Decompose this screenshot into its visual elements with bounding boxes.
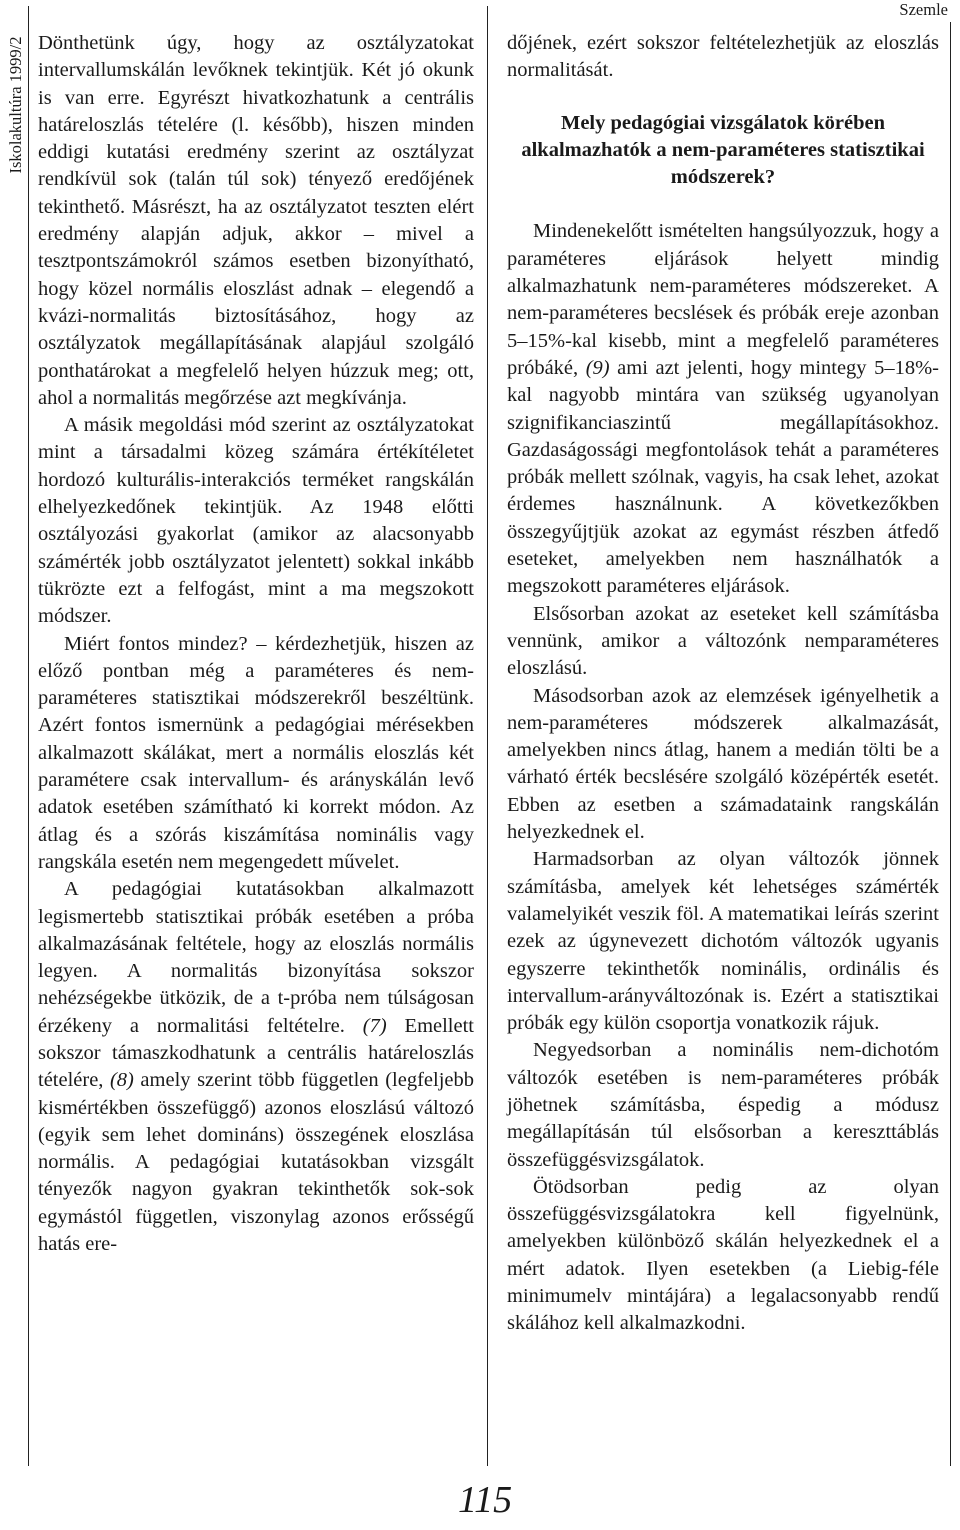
journal-side-label xyxy=(0,0,28,210)
page-number: 115 xyxy=(458,1479,513,1521)
section-heading: Mely pedagógiai vizsgálatok körében alkalmazhatók a nem-paraméteres statisztikai módszerek? xyxy=(521,111,925,189)
paragraph: Elsősorban azokat az eseteket kell számításba vennünk, amikor a változónk nemparaméteres eloszlású. xyxy=(507,602,939,680)
footnote-ref: (7) xyxy=(362,1014,387,1037)
text-run: Emellett sokszor támaszkodhatunk a centrális határeloszlás tételére, xyxy=(38,1014,474,1092)
text-run: ami azt jelenti, hogy mintegy 5–18%-kal nagyobb mintára van szükség ugyanolyan szignifikanciaszintű megállapításokhoz. Gazdaságossági megfontolások tehát a paraméteres próbák mellett szólnak, vagyis, ha csak lehet, azokat érdemes használnunk. A következőkben összegyűjtjük azokat az egymást részben átfedő eseteket, amelyekben nem használhatók a megszokott paraméteres eljárások. xyxy=(507,356,940,598)
section-label: Szemle xyxy=(899,0,948,19)
paragraph: Dönthetünk úgy, hogy az osztályzatokat intervallumskálán levőknek tekintjük. Két jó okunk is van erre. Egyrészt hivatkozhatunk a centrális határeloszlás tételére (l. később), hiszen minden eddigi kutatási eredmény szerint az osztályzat rendkívül sok (talán túl sok) tényező eredőjének tekinthető. Másrészt, ha az osztályzatot teszten elért eredmény alapján adjuk, akkor – mivel a tesztpontszámokról számos esetben bizonyítható, hogy közel normális eloszlást adnak – elegendő a kvázi-normalitás biztosításához, hogy az osztályzatok megállapításának alapjául szolgáló ponthatárokat a megfelelő helyen húzzuk meg; ott, ahol a normalitás megőrzése azt megkívánja. xyxy=(38,32,474,409)
paragraph: dőjének, ezért sokszor feltételezhetjük az eloszlás normalitását. xyxy=(507,32,939,82)
text-run: A pedagógiai kutatásokban alkalmazott legismertebb statisztikai próbák esetében a próba alkalmazásának feltétele, hogy az eloszlás normális legyen. A normalitás bizonyítása sokszor nehézségekbe ütközik, de a t-próba nem túlságosan érzékeny a normalitási feltételre. xyxy=(38,878,474,1037)
paragraph: Ötödsorban pedig az olyan összefüggésvizsgálatokra kell figyelnünk, amelyekben különböző skálán helyezkednek el a mért adatok. Ilyen esetekben (a Liebig-féle minimumelv mintájára) a legalacsonyabb rendű skálához kell alkalmazkodni. xyxy=(507,1175,939,1335)
column-divider xyxy=(487,6,488,1466)
left-column xyxy=(38,30,474,1258)
paragraph: Miért fontos mindez? – kérdezhetjük, hiszen az előző pontban még a paraméteres és nem-paraméteres statisztikai módszerekről beszéltünk. Azért fontos ismernünk a pedagógiai mérésekben alkalmazott skálákat, mert a normális eloszlás két paramétere csak intervallum- és arányskálán levő adatok esetében számítható ki korrekt módon. Az átlag és a szórás kiszámítása nominális vagy rangskála esetén nem megengedett művelet. xyxy=(38,632,474,873)
paragraph: Harmadsorban az olyan változók jönnek számításba, amelyek két lehetséges számérték valamelyikét veszik föl. A matematikai leírás szerint ezek az úgynevezett dichotóm változók ugyanis egyszerre tekinthetők nominális, ordinális és intervallum-arányváltozónak is. Ezért a statisztikai próbák egy külön csoportja vonatkozik rájuk. xyxy=(507,848,939,1035)
paragraph xyxy=(38,876,474,1258)
left-margin-rule xyxy=(28,6,29,1466)
footnote-ref: (9) xyxy=(585,356,610,379)
text-run: amely szerint több független (legfeljebb kismértékben összefüggő) azonos eloszlású változó (egyik sem lehet domináns) összegének eloszlása normális. A pedagógiai kutatásokban vizsgált tényezők nagyon gyakran tekinthetők sok-sok egymástól független, viszonylag azonos erősségű hatás ere- xyxy=(38,1069,474,1256)
right-margin-rule xyxy=(950,22,951,1466)
text-run: Mindenekelőtt ismételten hangsúlyozzuk, hogy a paraméteres eljárások helyett mindig alkalmazhatunk nem-paraméteres módszereket. A nem-paraméteres becslések és próbák ereje azonban 5–15%-kal kisebb, mint a megfelelő paraméteres próbáké, xyxy=(507,220,939,379)
right-column xyxy=(507,30,939,1338)
paragraph: Negyedsorban a nominális nem-dichotóm változók esetében is nem-paraméteres próbák jöhetnek számításba, éspedig a módusz megállapításán túl elsősorban a kereszttáblás összefüggésvizsgálatok. xyxy=(507,1039,939,1171)
paragraph: Másodsorban azok az elemzések igényelhetik a nem-paraméteres módszerek alkalmazását, amelyekben nincs átlag, hanem a medián tölti be a várható érték becslésére szolgáló középérték esetét. Ebben az esetben a számadataink rangskálán helyezkednek el. xyxy=(507,684,939,844)
footnote-ref: (8) xyxy=(109,1069,134,1092)
paragraph: A másik megoldási mód szerint az osztályzatokat mint a társadalmi közeg számára értékítéletet hordozó kulturális-interakciós terméket rangskálán elhelyezkedőnek tekintjük. Az 1948 előtti osztályozási gyakorlat (amikor az alacsonyabb számérték jobb osztályzatot jelentett) sokkal inkább tükrözte ezt a felfogást, mint a ma megszokott módszer. xyxy=(38,414,474,628)
paragraph xyxy=(507,218,939,600)
journal-title: Iskolakultúra 1999/2 xyxy=(6,36,25,174)
